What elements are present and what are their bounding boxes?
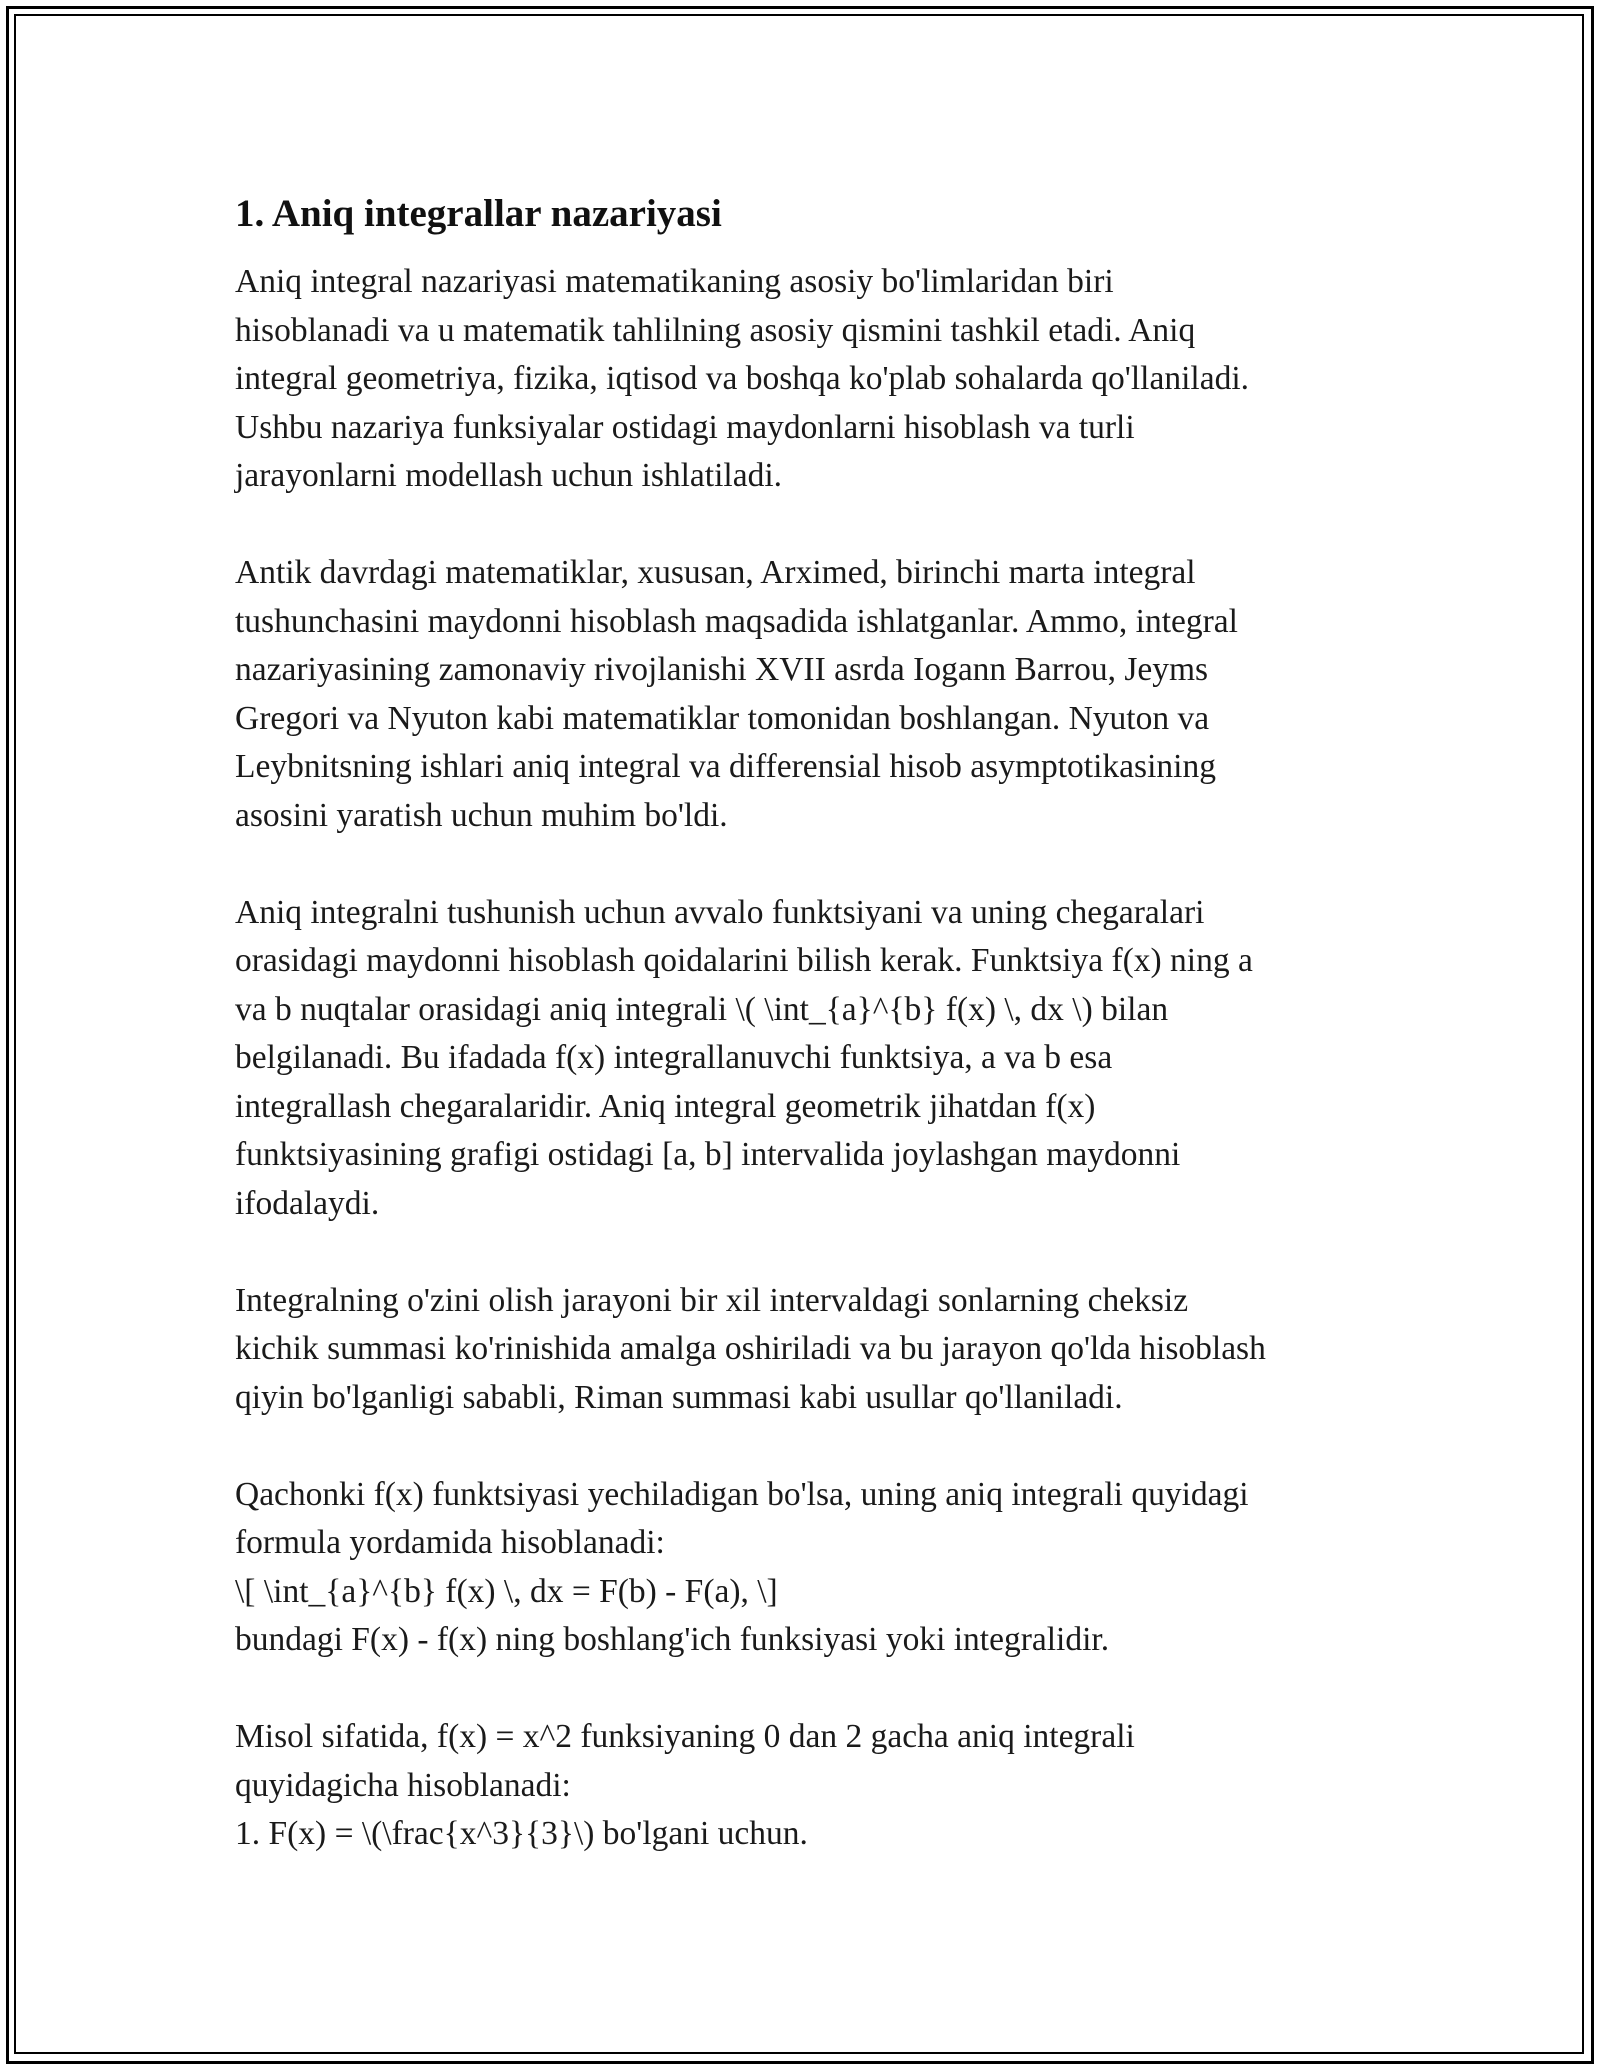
text-line: Leybnitsning ishlari aniq integral va differensial hisob asymptotikasining [235, 748, 1216, 785]
text-line: ifodalaydi. [235, 1184, 380, 1222]
text-line: qiyin bo'lganligi sababli, Riman summasi kabi usullar qo'llaniladi. [235, 1378, 1123, 1416]
document-page [235, 186, 1375, 1907]
paragraph-riemann [235, 1277, 1375, 1423]
paragraph-definition [235, 889, 1375, 1229]
text-line: Misol sifatida, f(x) = x^2 funksiyaning 0 dan 2 gacha aniq integrali [235, 1718, 1135, 1755]
text-line: Gregori va Nyuton kabi matematiklar tomonidan boshlangan. Nyuton va [235, 699, 1210, 737]
text-line: Qachonki f(x) funktsiyasi yechiladigan bo'lsa, uning aniq integrali quyidagi [235, 1475, 1249, 1513]
document-title: 1. Aniq integrallar nazariyasi [235, 192, 722, 235]
text-line: belgilanadi. Bu ifadada f(x) integrallanuvchi funktsiya, a va b esa [235, 1039, 1113, 1076]
formula-line: \[ \int_{a}^{b} f(x) \, dx = F(b) - F(a), \] [235, 1572, 778, 1610]
list-item: 1. F(x) = \(\frac{x^3}{3}\) bo'lgani uchun. [235, 1815, 808, 1852]
text-line: integrallash chegaralaridir. Aniq integral geometrik jihatdan f(x) [235, 1087, 1096, 1125]
paragraph-history [235, 549, 1375, 840]
text-line: asosini yaratish uchun muhim bo'ldi. [235, 796, 728, 834]
text-line: quyidagicha hisoblanadi: [235, 1766, 571, 1804]
text-line: tushunchasini maydonni hisoblash maqsadida ishlatganlar. Ammo, integral [235, 602, 1238, 640]
text-line: kichik summasi ko'rinishida amalga oshiriladi va bu jarayon qo'lda hisoblash [235, 1330, 1266, 1367]
text-line: jarayonlarni modellash uchun ishlatiladi. [235, 457, 783, 494]
text-line: va b nuqtalar orasidagi aniq integrali \( \int_{a}^{b} f(x) \, dx \) bilan [235, 990, 1169, 1028]
text-line: orasidagi maydonni hisoblash qoidalarini bilish kerak. Funktsiya f(x) ning a [235, 942, 1253, 979]
text-line: Aniq integral nazariyasi matematikaning asosiy bo'limlaridan biri [235, 263, 1114, 300]
text-line: Ushbu nazariya funksiyalar ostidagi maydonlarni hisoblash va turli [235, 408, 1135, 446]
paragraph-intro [235, 258, 1375, 501]
text-line: funktsiyasining grafigi ostidagi [a, b] intervalida joylashgan maydonni [235, 1136, 1181, 1173]
paragraph-example [235, 1713, 1375, 1859]
text-line: nazariyasining zamonaviy rivojlanishi XVII asrda Iogann Barrou, Jeyms [235, 651, 1209, 688]
text-line: formula yordamida hisoblanadi: [235, 1524, 665, 1561]
paragraph-formula [235, 1471, 1375, 1665]
text-line: bundagi F(x) - f(x) ning boshlang'ich funksiyasi yoki integralidir. [235, 1621, 1110, 1658]
text-line: integral geometriya, fizika, iqtisod va boshqa ko'plab sohalarda qo'llaniladi. [235, 360, 1249, 397]
text-line: Aniq integralni tushunish uchun avvalo funktsiyani va uning chegaralari [235, 893, 1205, 931]
text-line: hisoblanadi va u matematik tahlilning asosiy qismini tashkil etadi. Aniq [235, 311, 1196, 349]
text-line: Antik davrdagi matematiklar, xususan, Arximed, birinchi marta integral [235, 554, 1196, 591]
text-line: Integralning o'zini olish jarayoni bir xil intervaldagi sonlarning cheksiz [235, 1281, 1189, 1319]
